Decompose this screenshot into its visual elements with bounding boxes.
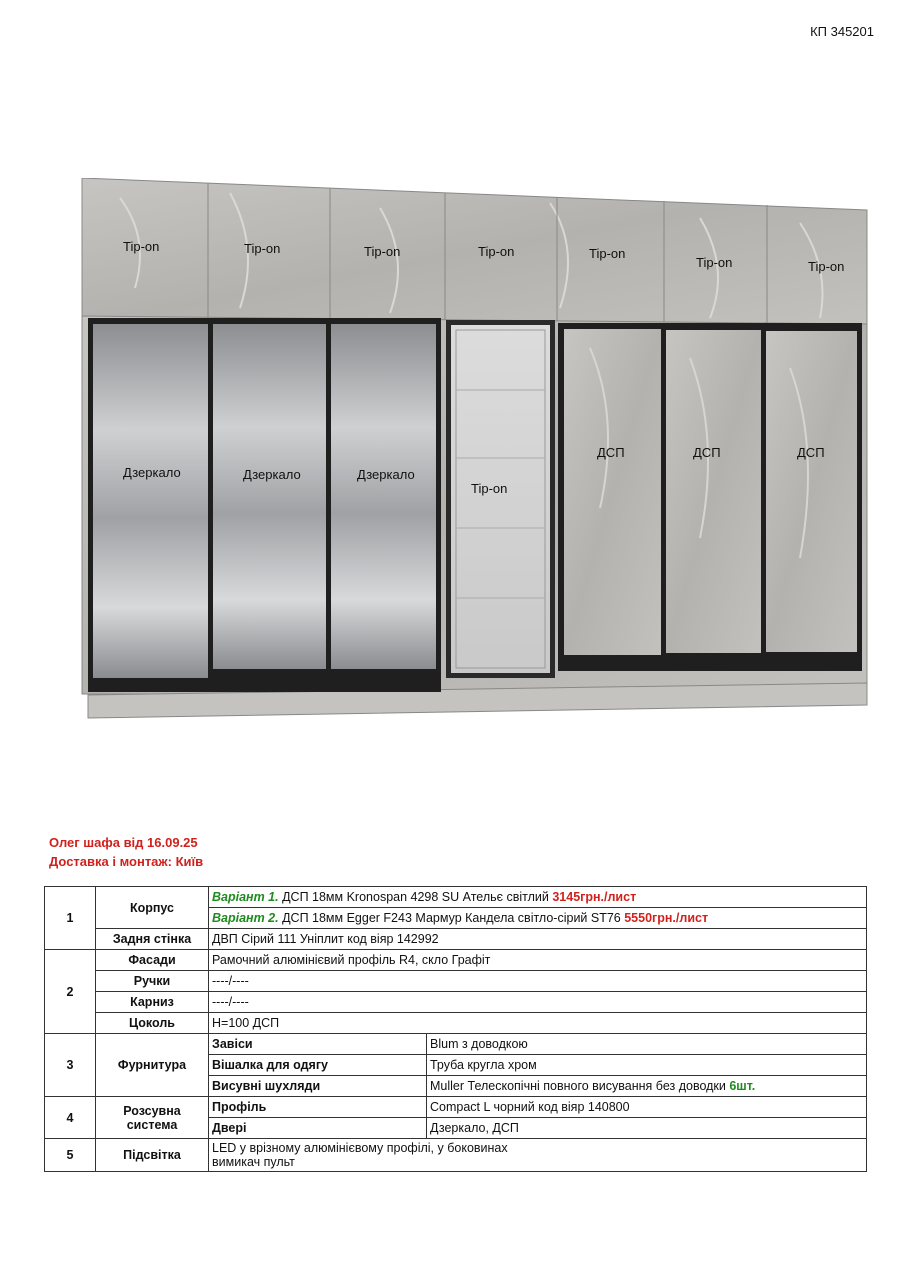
dsp-door-3 (766, 331, 857, 652)
wardrobe-drawing (80, 178, 870, 720)
category-cell: Карниз (96, 992, 209, 1013)
category-cell: Розсувна система (96, 1097, 209, 1139)
top-cabinets (82, 178, 867, 324)
value-cell: Blum з доводкою (427, 1034, 867, 1055)
table-row (45, 992, 867, 1013)
category-cell: Фасади (96, 950, 209, 971)
mirror-door-1 (93, 324, 208, 678)
mirror-label: Дзеркало (357, 467, 415, 482)
value-cell: Compact L чорний код віяр 140800 (427, 1097, 867, 1118)
top-label: Tip-on (589, 246, 626, 261)
subcategory-cell: Двері (209, 1118, 427, 1139)
dsp-label: ДСП (693, 445, 721, 460)
drawers-text: Muller Телескопічні повного висування без доводки (430, 1079, 730, 1093)
value-cell (209, 1139, 867, 1172)
value-cell: Дзеркало, ДСП (427, 1118, 867, 1139)
category-cell: Задня стінка (96, 929, 209, 950)
title-line-1: Олег шафа від 16.09.25 (49, 835, 198, 850)
variant-price: 3145грн./лист (552, 890, 637, 904)
table-row (45, 1097, 867, 1118)
category-cell: Підсвітка (96, 1139, 209, 1172)
table-row (45, 971, 867, 992)
dsp-label: ДСП (597, 445, 625, 460)
subcategory-cell: Профіль (209, 1097, 427, 1118)
row-number: 2 (45, 950, 96, 1034)
mirror-label: Дзеркало (243, 467, 301, 482)
top-label: Tip-on (808, 259, 845, 274)
subcategory-cell: Вішалка для одягу (209, 1055, 427, 1076)
category-cell: Цоколь (96, 1013, 209, 1034)
lighting-line-1: LED у врізному алюмінієвому профілі, у боковинах (212, 1141, 508, 1155)
subcategory-cell: Висувні шухляди (209, 1076, 427, 1097)
category-cell: Фурнитура (96, 1034, 209, 1097)
spec-table (44, 886, 867, 1172)
row-number: 5 (45, 1139, 96, 1172)
category-cell: Ручки (96, 971, 209, 992)
lighting-line-2: вимикач пульт (212, 1155, 295, 1169)
table-row (45, 950, 867, 971)
top-label: Tip-on (244, 241, 281, 256)
value-cell: ----/---- (209, 971, 867, 992)
drawers-quantity: 6шт. (729, 1079, 756, 1093)
value-cell: Труба кругла хром (427, 1055, 867, 1076)
row-number: 3 (45, 1034, 96, 1097)
dsp-label: ДСП (797, 445, 825, 460)
row-number: 1 (45, 887, 96, 950)
value-cell: Рамочний алюмінієвий профіль R4, скло Графіт (209, 950, 867, 971)
top-label: Tip-on (478, 244, 515, 259)
top-label: Tip-on (123, 239, 160, 254)
document-code: КП 345201 (810, 24, 874, 39)
table-row (45, 1034, 867, 1055)
mirror-label: Дзеркало (123, 465, 181, 480)
variant-text: ДСП 18мм Egger F243 Мармур Кандела світло-сірий ST76 (278, 911, 625, 925)
order-title (49, 833, 203, 871)
variant-2-cell (209, 908, 867, 929)
variant-text: ДСП 18мм Kronospan 4298 SU Ательє світлий (278, 890, 553, 904)
value-cell: ----/---- (209, 992, 867, 1013)
glass-label: Tip-on (471, 481, 508, 496)
value-cell: ДВП Сірий 111 Уніплит код віяр 142992 (209, 929, 867, 950)
table-row (45, 887, 867, 908)
table-row (45, 1013, 867, 1034)
value-cell (427, 1076, 867, 1097)
title-line-2: Доставка і монтаж: Київ (49, 854, 204, 869)
variant-price: 5550грн./лист (624, 911, 709, 925)
mirror-door-2 (213, 324, 326, 669)
variant-1-cell (209, 887, 867, 908)
table-row (45, 1139, 867, 1172)
dsp-door-2 (666, 330, 761, 653)
variant-label: Варіант 2. (212, 911, 279, 925)
value-cell: Н=100 ДСП (209, 1013, 867, 1034)
category-cell: Корпус (96, 887, 209, 929)
subcategory-cell: Завіси (209, 1034, 427, 1055)
dsp-door-1 (564, 329, 661, 655)
top-label: Tip-on (364, 244, 401, 259)
top-label: Tip-on (696, 255, 733, 270)
table-row (45, 929, 867, 950)
mirror-door-3 (331, 324, 436, 669)
glass-panel (451, 325, 550, 673)
row-number: 4 (45, 1097, 96, 1139)
variant-label: Варіант 1. (212, 890, 279, 904)
